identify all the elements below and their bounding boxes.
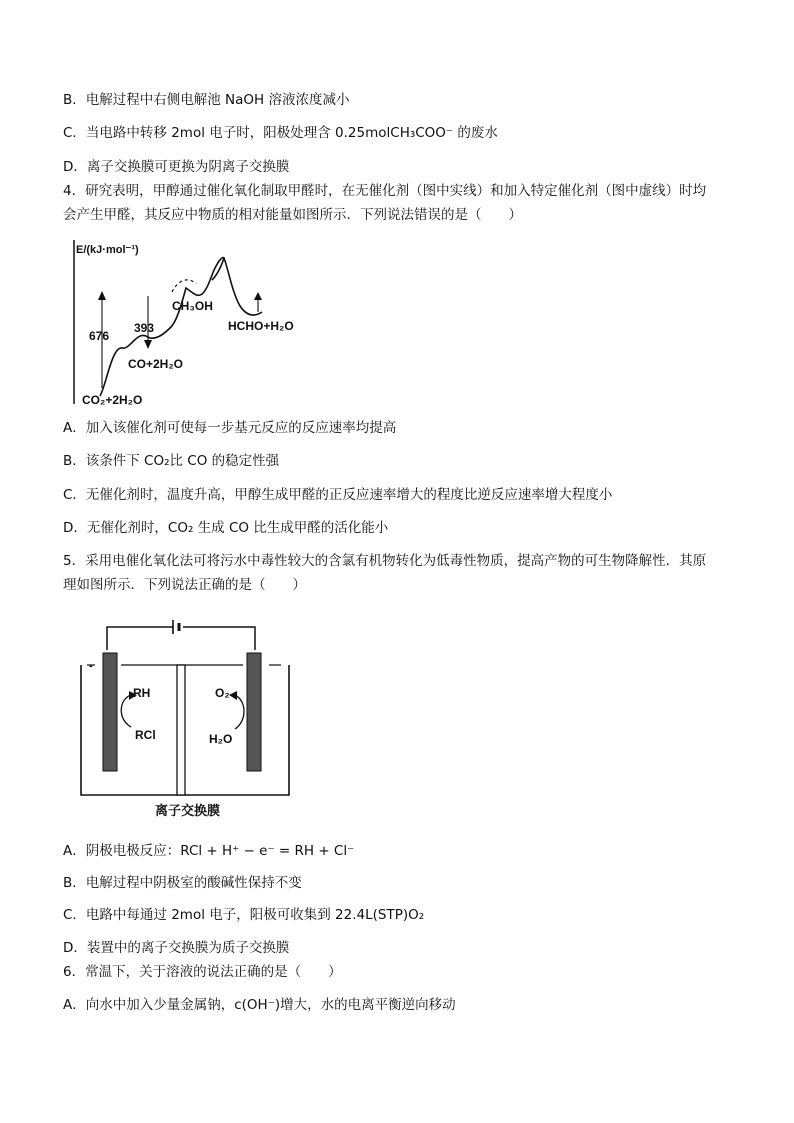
wire-left xyxy=(107,627,173,650)
uncatalyzed-energy-curve xyxy=(100,258,224,396)
label-676: 676 xyxy=(89,329,110,343)
q6-option-a: A．向水中加入少量金属钠，c(OH⁻)增大，水的电离平衡逆向移动 xyxy=(63,997,456,1013)
product-energy-curve xyxy=(224,258,262,315)
label-ch3oh: CH₃OH xyxy=(172,299,213,313)
q3-option-b: B．电解过程中右侧电解池 NaOH 溶液浓度减小 xyxy=(63,92,350,108)
energy-profile-figure xyxy=(62,236,322,414)
label-rh: RH xyxy=(133,686,151,700)
q3-option-d: D．离子交换膜可更换为阴离子交换膜 xyxy=(63,159,290,175)
label-rcl: RCl xyxy=(135,728,156,742)
q4-option-b: B．该条件下 CO₂比 CO 的稳定性强 xyxy=(63,453,280,469)
cathode-electrode xyxy=(103,653,117,771)
q4-stem-line2: 会产生甲醛，其反应中物质的相对能量如图所示．下列说法错误的是（ ） xyxy=(63,207,522,223)
energy-axis-label: E/(kJ·mol⁻¹) xyxy=(76,244,139,256)
q5-stem-line2: 理如图所示．下列说法正确的是（ ） xyxy=(63,577,306,593)
q5-option-d: D．装置中的离子交换膜为质子交换膜 xyxy=(63,940,290,956)
label-co2: CO₂+2H₂O xyxy=(82,393,143,407)
label-h2o: H₂O xyxy=(209,732,233,746)
q4-option-a: A．加入该催化剂可使每一步基元反应的反应速率均提高 xyxy=(63,420,397,436)
q5-option-a: A．阴极电极反应：RCl + H⁺ − e⁻ = RH + Cl⁻ xyxy=(63,843,355,859)
q5-option-c: C．电路中每通过 2mol 电子，阳极可收集到 22.4L(STP)O₂ xyxy=(63,907,425,923)
q6-stem: 6．常温下，关于溶液的说法正确的是（ ） xyxy=(63,964,342,980)
q4-option-d: D．无催化剂时，CO₂ 生成 CO 比生成甲醛的活化能小 xyxy=(63,520,389,536)
minus-sign: - xyxy=(89,660,93,672)
wire-right xyxy=(183,627,255,650)
anode-electrode xyxy=(247,653,261,771)
ion-exchange-membrane xyxy=(177,665,185,795)
arrow-676-head xyxy=(98,291,106,300)
electrolysis-cell-figure xyxy=(75,615,305,825)
label-hcho: HCHO+H₂O xyxy=(228,319,294,333)
q5-stem-line1: 5．采用电催化氧化法可将污水中毒性较大的含氯有机物转化为低毒性物质，提高产物的可生物降解性．其原 xyxy=(63,553,707,569)
label-o2: O₂ xyxy=(215,686,230,700)
h2o-to-o2-arrow-head xyxy=(229,691,237,700)
arrow-hcho-head xyxy=(254,292,262,300)
membrane-caption: 离子交换膜 xyxy=(155,803,221,818)
h2o-to-o2-arrow xyxy=(235,695,244,729)
q5-option-b: B．电解过程中阴极室的酸碱性保持不变 xyxy=(63,875,302,891)
q4-stem-line1: 4．研究表明，甲醇通过催化氧化制取甲醛时，在无催化剂（图中实线）和加入特定催化剂（图中虚线）时均 xyxy=(63,183,707,199)
catalyzed-energy-curve xyxy=(172,280,196,292)
q4-option-c: C．无催化剂时，温度升高，甲醇生成甲醛的正反应速率增大的程度比逆反应速率增大程度小 xyxy=(63,487,613,503)
rcl-to-rh-arrow xyxy=(121,695,131,727)
arrow-393-head xyxy=(144,340,152,349)
label-co: CO+2H₂O xyxy=(128,357,184,371)
label-393: 393 xyxy=(134,321,155,335)
q3-option-c: C．当电路中转移 2mol 电子时，阳极处理含 0.25molCH₃COO⁻ 的废水 xyxy=(63,125,498,141)
